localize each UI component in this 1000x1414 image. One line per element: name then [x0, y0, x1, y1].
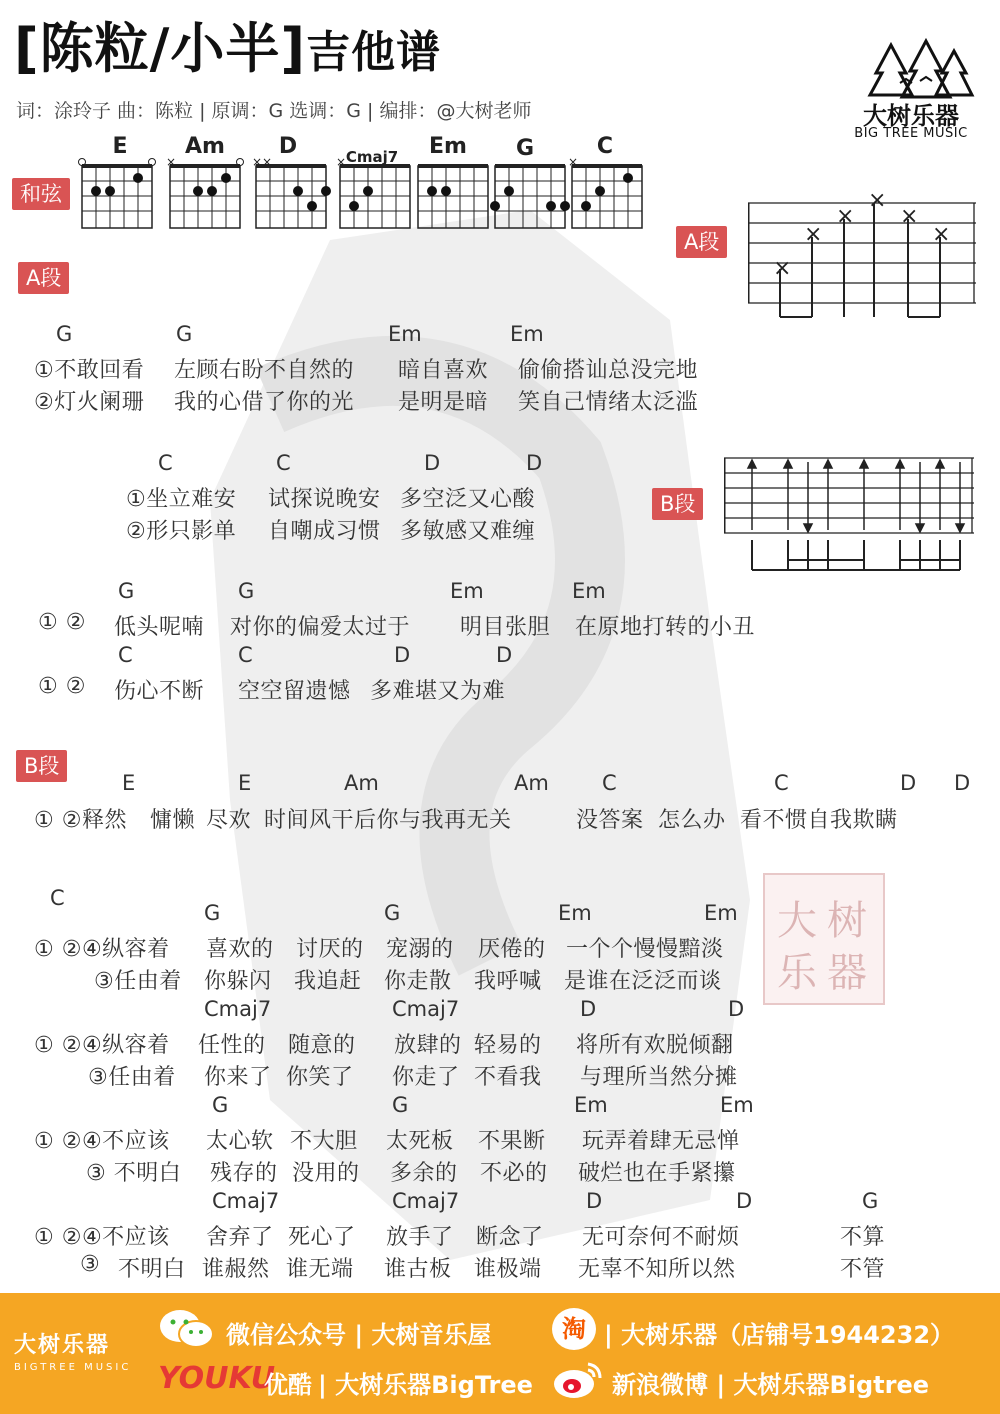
chord-symbol: Em	[704, 901, 738, 925]
chord-symbol: Em	[558, 901, 592, 925]
lyric-segment: 断念了	[476, 1225, 544, 1250]
lyric-segment: 我追赶	[294, 969, 362, 994]
chord-diagram-g	[490, 166, 570, 228]
taobao-link[interactable]: | 大树乐器（店铺号1944232）	[604, 1321, 955, 1349]
chord-diagrams	[70, 158, 650, 234]
chord-symbol: E	[238, 771, 252, 795]
svg-text:×: ×	[836, 204, 855, 229]
lyric-segment: 暗自喜欢	[398, 358, 489, 383]
title-suffix: 吉他谱	[306, 27, 442, 78]
lyric-segment: 玩弄着肆无忌惮	[582, 1129, 740, 1154]
lyric-segment: 将所有欢脱倾翻	[576, 1033, 734, 1058]
lyric-segment: 试探说晚安	[268, 487, 381, 512]
weibo-link[interactable]: 新浪微博 | 大树乐器Bigtree	[612, 1371, 930, 1399]
seal-char: 大	[777, 898, 817, 944]
lyric-segment: 讨厌的	[296, 937, 364, 962]
lyric-segment: 不果断	[478, 1129, 546, 1154]
chord-symbol: Em	[574, 1093, 608, 1117]
youku-logo-text: YOUKU	[158, 1361, 276, 1396]
lyric-segment: 任性的	[198, 1033, 266, 1058]
section-b-tag: B段	[16, 750, 67, 782]
chord-symbol: D	[424, 451, 441, 475]
section-a-tag: A段	[18, 262, 69, 294]
chord-symbol: G	[392, 1093, 409, 1117]
lyric-segment: ③ 不明白	[86, 1161, 182, 1186]
chord-symbol: D	[394, 643, 411, 667]
chord-symbol: Cmaj7	[392, 1189, 460, 1213]
chord-symbol: Em	[510, 322, 544, 346]
chord-name-d: D	[278, 134, 298, 159]
lyric-segment: ① ②④不应该	[34, 1129, 170, 1154]
chord-symbol: G	[56, 322, 73, 346]
chord-symbol: D	[954, 771, 971, 795]
chord-symbol: D	[728, 997, 745, 1021]
chord-name-c: C	[596, 134, 614, 159]
lyric-segment: 左顾右盼不自然的	[174, 358, 355, 383]
lyric-segment: 明目张胆	[460, 615, 551, 640]
chord-symbol: D	[580, 997, 597, 1021]
chord-diagram-em	[418, 166, 488, 228]
chord-symbol: C	[602, 771, 617, 795]
chord-symbol: C	[118, 643, 133, 667]
svg-text:×: ×	[900, 204, 919, 229]
lyric-segment: 没用的	[292, 1161, 360, 1186]
svg-text:×: ×	[336, 158, 347, 169]
lyric-segment: 一个个慢慢黯淡	[566, 937, 724, 962]
chord-symbol: Cmaj7	[392, 997, 460, 1021]
youku-logo[interactable]	[158, 1361, 275, 1396]
lyric-segment: 太死板	[386, 1129, 454, 1154]
chord-symbol: C	[158, 451, 173, 475]
lyric-segment: 厌倦的	[478, 937, 546, 962]
chord-symbol: Em	[572, 579, 606, 603]
lyric-segment: 无辜不知所以然	[578, 1257, 736, 1282]
lyric-segment: 死心了	[288, 1225, 356, 1250]
chord-symbol: E	[122, 771, 136, 795]
lyric-segment: ②形只影单	[126, 519, 237, 544]
lyric-segment: 谁无端	[286, 1257, 354, 1282]
lyric-segment: ③任由着	[88, 1065, 176, 1090]
lyric-segment: 不明白	[118, 1257, 186, 1282]
brand-subtitle: BIG TREE MUSIC	[854, 126, 968, 141]
lyric-segment: ①不敢回看	[34, 358, 145, 383]
chord-symbol: Em	[388, 322, 422, 346]
rhythm-a-tag: A段	[676, 226, 727, 258]
chords-tag: 和弦	[12, 178, 70, 210]
lyric-segment: 你躲闪	[204, 969, 272, 994]
youku-cn: 优酷	[264, 1371, 312, 1399]
lyric-segment: 你走了	[392, 1065, 460, 1090]
lyric-segment: 是明是暗	[398, 390, 489, 415]
chord-diagram-e	[79, 159, 156, 229]
svg-text:×: ×	[773, 256, 792, 281]
lyric-segment: 轻易的	[474, 1033, 542, 1058]
chord-diagram-cmaj7	[336, 158, 410, 228]
chord-symbol: D	[526, 451, 543, 475]
title-main: [陈粒/小半]	[14, 17, 307, 80]
svg-text:××: ××	[252, 158, 273, 169]
chord-symbol: D	[736, 1189, 753, 1213]
brand-name: 大树乐器	[863, 102, 959, 130]
chord-symbol: G	[204, 901, 221, 925]
lyric-segment: 不必的	[480, 1161, 548, 1186]
chord-symbol: Am	[514, 771, 549, 795]
lyric-segment: 放手了	[386, 1225, 454, 1250]
seal-char: 乐	[777, 950, 817, 996]
chord-symbol: Cmaj7	[204, 997, 272, 1021]
chord-symbol: D	[496, 643, 513, 667]
chord-symbol: G	[212, 1093, 229, 1117]
chord-symbol: D	[586, 1189, 603, 1213]
lyric-segment: ① ②④纵容着	[34, 1033, 170, 1058]
svg-text:×: ×	[932, 222, 951, 247]
chord-name-em: Em	[429, 134, 467, 159]
footer-brand-sub: BIGTREE MUSIC	[14, 1362, 132, 1373]
lyric-segment: 慵懒	[150, 808, 196, 833]
chord-symbol: D	[900, 771, 917, 795]
lyric-segment: 舍弃了	[206, 1225, 274, 1250]
lyric-segment: 低头呢喃	[114, 615, 205, 640]
chord-diagram-d	[252, 158, 331, 228]
chord-symbol: C	[774, 771, 789, 795]
svg-text:×: ×	[166, 158, 177, 169]
chord-symbol: G	[118, 579, 135, 603]
lyric-segment: 在原地打转的小丑	[575, 615, 756, 640]
lyric-segment: ③	[80, 1252, 101, 1277]
rhythm-b-tag: B段	[652, 488, 703, 520]
chord-name-e: E	[112, 134, 128, 159]
lyric-segment: 你笑了	[286, 1065, 354, 1090]
lyric-segment: ① ②	[38, 610, 86, 635]
lyric-segment: 没答案	[576, 808, 644, 833]
chord-name-am: Am	[185, 134, 225, 159]
chord-symbol: G	[862, 1189, 879, 1213]
rhythm-pattern-a	[748, 193, 976, 323]
lyric-segment: 谁古板	[384, 1257, 452, 1282]
lyric-segment: 放肆的	[394, 1033, 462, 1058]
chord-name-g: G	[515, 136, 535, 161]
chord-symbol: Em	[720, 1093, 754, 1117]
lyric-segment: 谁赧然	[202, 1257, 270, 1282]
seal-char: 树	[827, 898, 867, 944]
lyric-segment: 随意的	[288, 1033, 356, 1058]
lyric-segment: 喜欢的	[206, 937, 274, 962]
lyric-segment: 尽欢	[206, 808, 252, 833]
wechat-icon[interactable]	[158, 1307, 216, 1351]
lyric-segment: 看不惯自我欺瞒	[740, 808, 898, 833]
lyric-segment: 不看我	[474, 1065, 542, 1090]
footer-brand-name: 大树乐器	[14, 1333, 111, 1358]
lyric-segment: 自嘲成习惯	[268, 519, 381, 544]
chord-symbol: C	[50, 886, 65, 910]
chord-symbol: C	[276, 451, 291, 475]
lyric-segment: 不大胆	[290, 1129, 358, 1154]
lyric-segment: ②灯火阑珊	[34, 390, 145, 415]
chord-symbol: G	[176, 322, 193, 346]
lyric-segment: ①坐立难安	[126, 487, 237, 512]
lyric-segment: 太心软	[206, 1129, 274, 1154]
lyric-segment: 多空泛又心酸	[400, 487, 536, 512]
svg-text:×: ×	[804, 222, 823, 247]
lyric-segment: 与理所当然分摊	[580, 1065, 738, 1090]
chord-symbol: Cmaj7	[212, 1189, 280, 1213]
lyric-segment: 残存的	[210, 1161, 278, 1186]
lyric-segment: 宠溺的	[386, 937, 454, 962]
lyric-segment: ① ②④纵容着	[34, 937, 170, 962]
seal-char: 器	[827, 950, 867, 996]
lyric-segment: 多难堪又为难	[370, 679, 506, 704]
lyric-segment: 是谁在泛泛而谈	[564, 969, 722, 994]
lyric-segment: ① ②释然	[34, 808, 127, 833]
weibo-icon[interactable]	[552, 1358, 604, 1402]
lyric-segment: 不算	[840, 1225, 886, 1250]
lyric-segment: 空空留遗憾	[238, 679, 351, 704]
chord-symbol: C	[238, 643, 253, 667]
lyric-segment: 对你的偏爱太过于	[230, 615, 411, 640]
lyric-segment: ① ②④不应该	[34, 1225, 170, 1250]
lyric-segment: 多敏感又难缠	[400, 519, 536, 544]
lyric-segment: 你走散	[384, 969, 452, 994]
chord-symbol: G	[384, 901, 401, 925]
chord-diagram-am	[166, 158, 244, 228]
lyric-segment: 我呼喊	[474, 969, 542, 994]
page-title	[14, 14, 441, 88]
taobao-icon[interactable]: 淘	[552, 1308, 596, 1350]
seal-stamp	[763, 873, 885, 1005]
wechat-link[interactable]: 微信公众号 | 大树音乐屋	[226, 1321, 492, 1349]
youku-link[interactable]: | 大树乐器BigTree	[318, 1371, 533, 1399]
lyric-segment: 无可奈何不耐烦	[582, 1225, 740, 1250]
chord-symbol: Am	[344, 771, 379, 795]
lyric-segment: 笑自己情绪太泛滥	[518, 390, 699, 415]
svg-text:×: ×	[568, 158, 579, 169]
credits-line: 词：涂玲子 曲：陈粒 | 原调：G 选调：G | 编排：@大树老师	[16, 100, 532, 122]
lyric-segment: 伤心不断	[114, 679, 205, 704]
rhythm-pattern-b	[724, 450, 976, 574]
lyric-segment: 时间风干后你与我再无关	[264, 808, 512, 833]
lyric-segment: 我的心借了你的光	[174, 390, 355, 415]
chord-symbol: G	[238, 579, 255, 603]
lyric-segment: 破烂也在手紧攥	[578, 1161, 736, 1186]
lyric-segment: ① ②	[38, 674, 86, 699]
chord-symbol: Em	[450, 579, 484, 603]
lyric-segment: ③任由着	[94, 969, 182, 994]
chord-name-cmaj7: Cmaj7	[345, 148, 399, 166]
lyric-segment: 偷偷搭讪总没完地	[518, 358, 699, 383]
svg-text:×: ×	[868, 193, 887, 213]
lyric-segment: 不管	[840, 1257, 886, 1282]
lyric-segment: 多余的	[390, 1161, 458, 1186]
lyric-segment: 谁极端	[474, 1257, 542, 1282]
lyric-segment: 你来了	[204, 1065, 272, 1090]
chord-diagram-c	[568, 158, 642, 228]
lyric-segment: 怎么办	[658, 808, 726, 833]
